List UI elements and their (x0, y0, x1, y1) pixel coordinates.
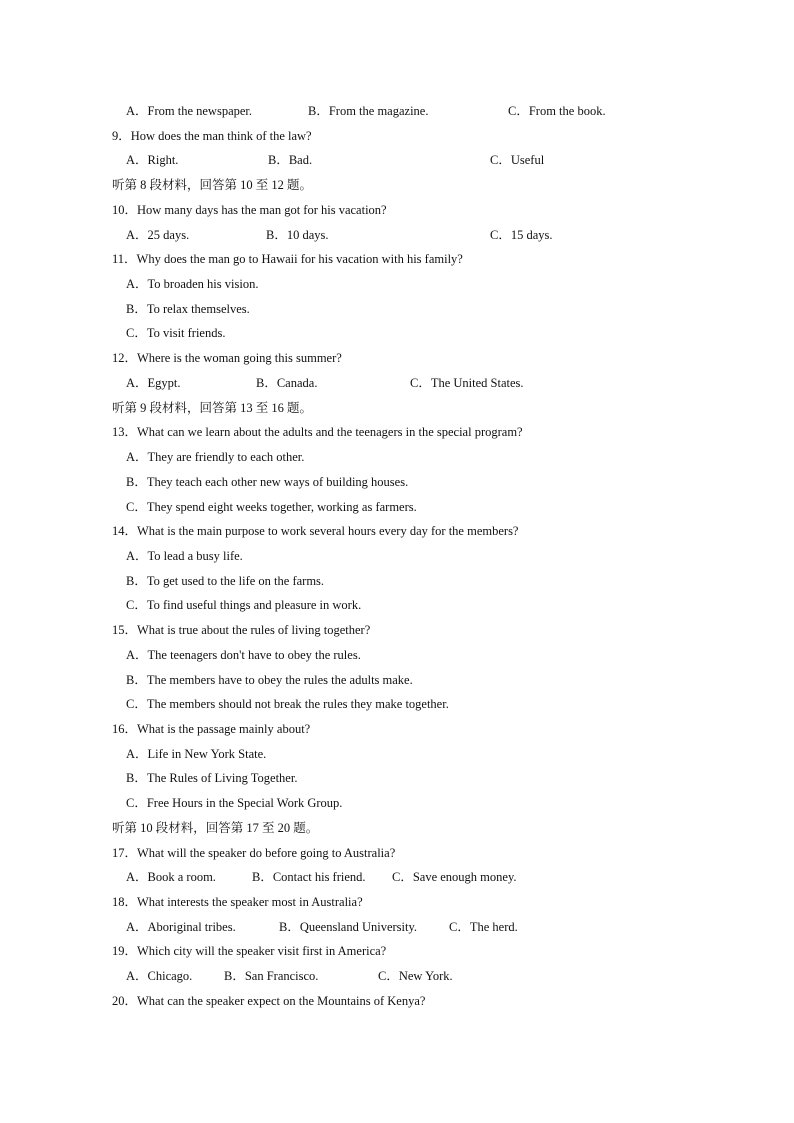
question-text: 20．What can the speaker expect on the Mountains of Kenya? (112, 994, 426, 1008)
option-b: B．Canada. (256, 376, 318, 390)
option-line: A．Life in New York State. (126, 747, 267, 761)
question-text: 9．How does the man think of the law? (112, 129, 312, 143)
option-line: C．Free Hours in the Special Work Group. (126, 796, 343, 810)
question-text: 16．What is the passage mainly about? (112, 722, 311, 736)
option-b: B．Bad. (268, 153, 313, 167)
option-line: B．To get used to the life on the farms. (126, 574, 325, 588)
option-c: C．Save enough money. (392, 870, 517, 884)
option-c: C．The herd. (449, 920, 518, 934)
option-line: B．To relax themselves. (126, 302, 250, 316)
options-row (0, 151, 794, 169)
question-text: 18．What interests the speaker most in Australia? (112, 895, 363, 909)
option-b: B．Contact his friend. (252, 870, 366, 884)
option-a: A．From the newspaper. (126, 104, 253, 118)
options-row (0, 967, 794, 985)
option-line: C．To find useful things and pleasure in work. (126, 598, 362, 612)
option-line: A．To lead a busy life. (126, 549, 243, 563)
question-text: 17．What will the speaker do before going to Australia? (112, 846, 396, 860)
option-c: C．15 days. (490, 228, 553, 242)
option-line: B．The Rules of Living Together. (126, 771, 298, 785)
option-c: C．Useful (490, 153, 545, 167)
option-line: C．The members should not break the rules they make together. (126, 697, 449, 711)
option-a: A．Book a room. (126, 870, 216, 884)
question-text: 14．What is the main purpose to work several hours every day for the members? (112, 524, 519, 538)
options-row (0, 226, 794, 244)
option-line: A．To broaden his vision. (126, 277, 259, 291)
option-b: B．10 days. (266, 228, 329, 242)
question-text: 15．What is true about the rules of living together? (112, 623, 371, 637)
question-text: 10．How many days has the man got for his vacation? (112, 203, 387, 217)
option-a: A．Aboriginal tribes. (126, 920, 236, 934)
options-row (0, 374, 794, 392)
option-line: A．They are friendly to each other. (126, 450, 305, 464)
option-c: C．New York. (378, 969, 453, 983)
option-line: A．The teenagers don't have to obey the rules. (126, 648, 361, 662)
option-line: C．To visit friends. (126, 326, 226, 340)
option-b: B．San Francisco. (224, 969, 319, 983)
option-c: C．The United States. (410, 376, 524, 390)
option-b: B．Queensland University. (279, 920, 418, 934)
options-row (0, 102, 794, 120)
question-text: 11．Why does the man go to Hawaii for his vacation with his family? (112, 252, 463, 266)
option-c: C．From the book. (508, 104, 606, 118)
question-text: 12．Where is the woman going this summer? (112, 351, 342, 365)
option-b: B．From the magazine. (308, 104, 429, 118)
option-a: A．Egypt. (126, 376, 181, 390)
option-a: A．Chicago. (126, 969, 193, 983)
options-row (0, 918, 794, 936)
option-line: B．The members have to obey the rules the adults make. (126, 673, 413, 687)
option-line: C．They spend eight weeks together, working as farmers. (126, 500, 417, 514)
options-row (0, 868, 794, 886)
option-a: A．25 days. (126, 228, 190, 242)
question-text: 13．What can we learn about the adults and the teenagers in the special program? (112, 425, 523, 439)
question-text: 19．Which city will the speaker visit first in America? (112, 944, 387, 958)
section-instruction: 听第 8 段材料，回答第 10 至 12 题。 (112, 178, 313, 192)
option-a: A．Right. (126, 153, 179, 167)
section-instruction: 听第 10 段材料，回答第 17 至 20 题。 (112, 821, 319, 835)
section-instruction: 听第 9 段材料，回答第 13 至 16 题。 (112, 401, 313, 415)
option-line: B．They teach each other new ways of building houses. (126, 475, 409, 489)
